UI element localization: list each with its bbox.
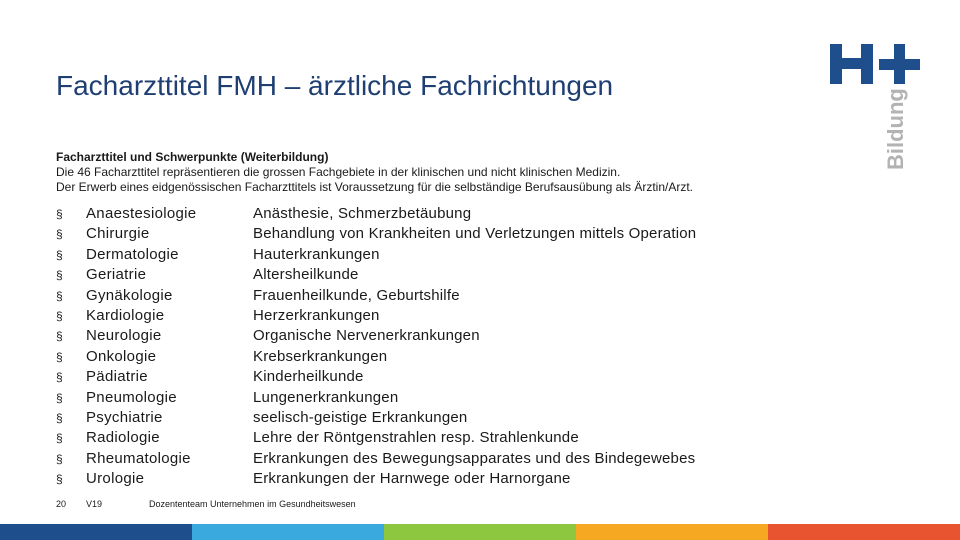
bullet-icon: § (56, 431, 63, 446)
specialty-item (56, 245, 696, 265)
specialty-item (56, 326, 696, 346)
bullet-icon: § (56, 268, 63, 283)
page-number: 20 (56, 499, 67, 509)
specialty-term: Pneumologie (86, 388, 177, 406)
bullet-icon: § (56, 411, 63, 426)
specialty-description: Erkrankungen der Harnwege oder Harnorgane (253, 470, 571, 488)
specialty-term: Urologie (86, 470, 145, 488)
footer-team: Dozententeam Unternehmen im Gesundheitswesen (149, 499, 356, 509)
specialty-term: Kardiologie (86, 307, 165, 325)
specialty-term: Dermatologie (86, 245, 179, 263)
specialty-term: Psychiatrie (86, 409, 163, 427)
bullet-icon: § (56, 207, 63, 221)
bullet-icon: § (56, 288, 63, 303)
specialty-item (56, 469, 696, 489)
color-bar (0, 524, 960, 540)
specialty-term: Chirurgie (86, 225, 150, 243)
specialty-term: Neurologie (86, 327, 162, 345)
specialty-item (56, 367, 696, 387)
slide-title: Facharzttitel FMH – ärztliche Fachrichtungen (56, 70, 614, 101)
specialty-item (56, 306, 696, 326)
specialty-item (56, 388, 696, 408)
bullet-icon: § (56, 370, 63, 385)
specialty-term: Gynäkologie (86, 286, 173, 304)
color-bar-segment (0, 524, 192, 540)
specialty-term: Pädiatrie (86, 368, 148, 386)
version-label: V19 (86, 499, 103, 509)
specialty-term: Onkologie (86, 347, 157, 365)
specialty-item (56, 428, 696, 448)
bullet-icon: § (56, 390, 63, 405)
specialty-list (56, 204, 696, 490)
bullet-icon: § (56, 472, 63, 487)
color-bar-segment (768, 524, 960, 540)
specialty-description: Organische Nervenerkrankungen (253, 327, 480, 345)
intro-heading: Facharzttitel und Schwerpunkte (Weiterbildung) (56, 150, 329, 164)
specialty-description: Erkrankungen des Bewegungsapparates und des Bindegewebes (253, 449, 696, 467)
specialty-description: Kinderheilkunde (253, 368, 364, 386)
specialty-description: seelisch-geistige Erkrankungen (253, 409, 468, 427)
specialty-description: Lungenerkrankungen (253, 388, 399, 406)
intro-line-2: Der Erwerb eines eidgenössischen Facharzttitels ist Voraussetzung für die selbständige Berufsausübung als Ärztin/Arzt. (56, 180, 693, 194)
specialty-description: Frauenheilkunde, Geburtshilfe (253, 286, 460, 304)
specialty-term: Rheumatologie (86, 449, 191, 467)
color-bar-segment (192, 524, 384, 540)
specialty-description: Altersheilkunde (253, 266, 359, 284)
color-bar-segment (384, 524, 576, 540)
specialty-term: Radiologie (86, 429, 160, 447)
specialty-term: Anaestesiologie (86, 205, 197, 222)
bullet-icon: § (56, 227, 63, 242)
specialty-item (56, 224, 696, 244)
specialty-item (56, 449, 696, 469)
specialty-item (56, 204, 696, 224)
specialty-term: Geriatrie (86, 266, 147, 284)
specialty-description: Anästhesie, Schmerzbetäubung (253, 205, 472, 222)
specialty-description: Krebserkrankungen (253, 347, 388, 365)
color-bar-segment (576, 524, 768, 540)
intro-text (56, 150, 693, 195)
logo-subtext: Bildung (883, 88, 908, 170)
bullet-icon: § (56, 247, 63, 262)
bullet-icon: § (56, 309, 63, 324)
specialty-item (56, 286, 696, 306)
specialty-item (56, 347, 696, 367)
h-plus-bildung-logo (828, 40, 924, 180)
bullet-icon: § (56, 329, 63, 344)
intro-line-1: Die 46 Facharzttitel repräsentieren die grossen Fachgebiete in der klinischen und nicht klinischen Medizin. (56, 165, 621, 179)
specialty-description: Hauterkrankungen (253, 245, 380, 263)
specialty-description: Herzerkrankungen (253, 307, 380, 325)
bullet-icon: § (56, 451, 63, 466)
specialty-description: Behandlung von Krankheiten und Verletzungen mittels Operation (253, 225, 697, 243)
specialty-item (56, 408, 696, 428)
specialty-item (56, 265, 696, 285)
bullet-icon: § (56, 349, 63, 364)
specialty-description: Lehre der Röntgenstrahlen resp. Strahlenkunde (253, 429, 579, 447)
